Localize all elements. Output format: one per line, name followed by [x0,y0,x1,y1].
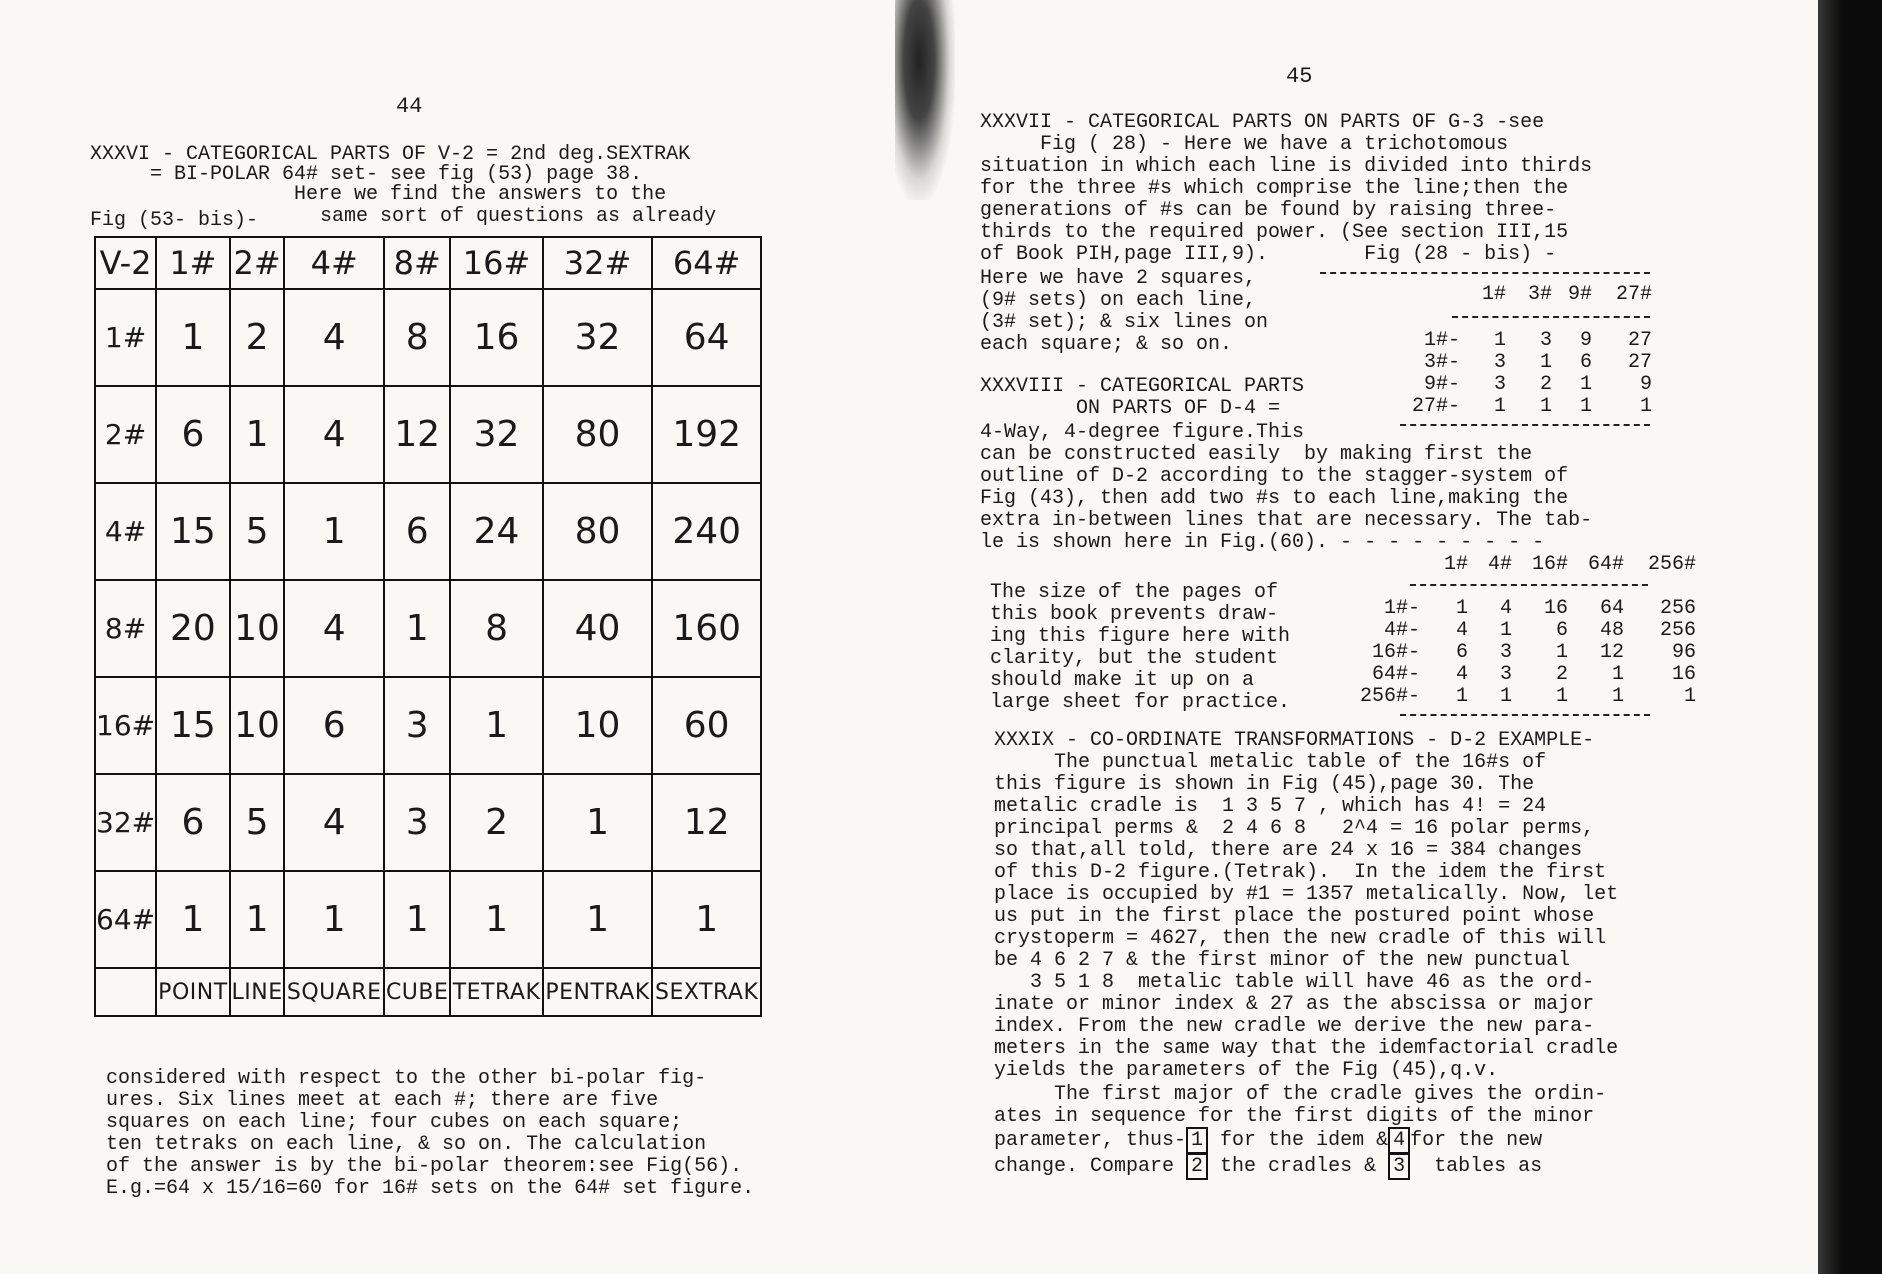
size-note-line: The size of the pages of [990,581,1279,604]
fig28-row [1390,396,1652,418]
grid-cell: 1 [230,386,285,483]
text-fragment: for the idem & [1208,1129,1389,1152]
grid-cell: 5 [230,483,285,580]
grid-cell: 1 [284,871,384,968]
sec39-last-line [994,1130,1542,1152]
sec39-line: us put in the first place the postured point whose [994,905,1595,928]
grid-header-cell: 16# [450,237,542,289]
fig60-cell: 1 [1555,641,1568,664]
boxed-number: 2 [1186,1153,1208,1180]
grid-cell: 160 [652,580,761,677]
sec38-line: 4-Way, 4-degree figure.This [980,421,1305,444]
grid-header-row [95,237,761,289]
fig60-cell: 3 [1499,663,1512,686]
fig60-header-cell: 256# [1647,553,1696,576]
text-fragment: change. Compare [994,1155,1187,1178]
grid-cell: 4 [284,289,384,386]
fig28-header-cell: 27# [1615,283,1652,306]
sec39-line: inate or minor index & 27 as the abscissa or major [994,993,1595,1016]
fig60-header-cell: 1# [1443,553,1468,576]
boxed-number: 4 [1388,1127,1410,1154]
sec38-line: outline of D-2 according to the stagger-system of [980,465,1569,488]
grid-cell: 6 [156,774,230,871]
sec39-line: this figure is shown in Fig (45),page 30. The [994,773,1535,796]
left-body-line: considered with respect to the other bi-polar fig- [106,1067,707,1090]
categorical-parts-grid [94,236,762,1017]
fig60-header-cell: 16# [1531,553,1568,576]
fig28-row [1390,374,1652,396]
fig28-header-cell: 9# [1567,283,1592,306]
fig60-cell: 3 [1499,641,1512,664]
fig60-table-body [1350,598,1696,708]
grid-header-cell: 2# [230,237,285,289]
grid-cell: 10 [543,677,653,774]
fig28-header-row [1390,284,1652,306]
text-fragment: parameter, thus- [994,1129,1187,1152]
fig60-cell: 1 [1499,685,1512,708]
sec39-line: index. From the new cradle we derive the new para- [994,1015,1595,1038]
fig60-row-label: 1#- [1383,597,1420,620]
grid-row [95,677,761,774]
grid-cell: 6 [284,677,384,774]
grid-header-cell: 64# [652,237,761,289]
sec39-line: so that,all told, there are 24 x 16 = 384 changes [994,839,1583,862]
sec39-line: ates in sequence for the first digits of the minor [994,1105,1595,1128]
fig28-row-label: 1#- [1423,329,1460,352]
fig60-row [1350,686,1696,708]
left-body-line: ten tetraks on each line, & so on. The calculation [106,1133,707,1156]
size-note-line: should make it up on a [990,669,1255,692]
grid-cell: 20 [156,580,230,677]
sec38-line: ON PARTS OF D-4 = [980,397,1281,420]
fig28-cell: 9 [1579,329,1592,352]
grid-cell: 12 [652,774,761,871]
right-intro-line: (3# set); & six lines on [980,311,1269,334]
fig28-cell: 1 [1539,351,1552,374]
fig60-cell: 256 [1659,597,1696,620]
fig28-row-label: 27#- [1411,395,1460,418]
fig28-cell: 1 [1493,329,1506,352]
text-fragment: for the new [1410,1129,1543,1152]
grid-cell: 80 [543,386,653,483]
grid-footer-cell: SEXTRAK [652,968,761,1016]
fig60-cell: 1 [1611,685,1624,708]
fig28-cell: 27 [1627,329,1652,352]
grid-footer-cell: PENTRAK [543,968,653,1016]
grid-cell: 1 [156,289,230,386]
grid-row [95,871,761,968]
grid-footer-cell: LINE [230,968,285,1016]
sec39-last-line [994,1156,1542,1178]
grid-header-cell: 32# [543,237,653,289]
boxed-number: 1 [1186,1127,1208,1154]
left-heading-line: = BI-POLAR 64# set- see fig (53) page 38. [90,163,643,186]
grid-row-label: 8# [95,580,156,677]
grid-cell: 12 [384,386,450,483]
sec38-line: can be constructed easily by making first the [980,443,1533,466]
binding-shadow [895,0,955,200]
sec39-line: of this D-2 figure.(Tetrak). In the idem the first [994,861,1607,884]
size-note-line: clarity, but the student [990,647,1279,670]
left-page-number: 44 [396,94,423,119]
sec39-line: 3 5 1 8 metalic table will have 46 as the ord- [994,971,1595,994]
sec38-line: Fig (43), then add two #s to each line,making the [980,487,1569,510]
grid-cell: 1 [543,871,653,968]
grid-cell: 1 [284,483,384,580]
sec38-line: extra in-between lines that are necessary. The tab- [980,509,1593,532]
grid-cell: 1 [384,580,450,677]
sec39-line: crystoperm = 4627, then the new cradle of this will [994,927,1607,950]
left-body-line: ures. Six lines meet at each #; there are five [106,1089,659,1112]
grid-cell: 1 [230,871,285,968]
grid-row [95,289,761,386]
fig60-cell: 1 [1611,663,1624,686]
grid-footer-cell: SQUARE [284,968,384,1016]
grid-cell: 240 [652,483,761,580]
fig60-cell: 4 [1455,663,1468,686]
grid-cell: 1 [652,871,761,968]
fig60-header-cell: 4# [1487,553,1512,576]
fig28-cell: 1 [1579,395,1592,418]
fig28-table [1390,284,1652,306]
fig60-header-cell: 64# [1587,553,1624,576]
grid-row-label: 64# [95,871,156,968]
grid-footer-corner [95,968,156,1016]
sec39-line: yields the parameters of the Fig (45),q.v. [994,1059,1499,1082]
sec38-line: XXXVIII - CATEGORICAL PARTS [980,375,1305,398]
grid-row [95,774,761,871]
grid-row-label: 32# [95,774,156,871]
grid-footer-row [95,968,761,1016]
fig28-row-label: 9#- [1423,373,1460,396]
fig60-cell: 96 [1671,641,1696,664]
fig60-cell: 4 [1455,619,1468,642]
grid-cell: 32 [543,289,653,386]
fig60-cell: 16 [1671,663,1696,686]
sec39-line: be 4 6 2 7 & the first minor of the new punctual [994,949,1571,972]
grid-cell: 6 [384,483,450,580]
fig60-cell: 64 [1599,597,1624,620]
grid-cell: 2 [450,774,542,871]
fig60-table [1350,554,1696,576]
right-intro-line: situation in which each line is divided into thirds [980,155,1593,178]
grid-cell: 10 [230,677,285,774]
grid-row [95,483,761,580]
fig60-cell: 6 [1455,641,1468,664]
fig60-cell: 256 [1659,619,1696,642]
right-intro-line: of Book PIH,page III,9). Fig (28 - bis) - [980,243,1557,266]
grid-cell: 3 [384,677,450,774]
left-body-line: squares on each line; four cubes on each square; [106,1111,683,1134]
grid-header-cell: 4# [284,237,384,289]
right-intro-line: Here we have 2 squares, [980,267,1257,290]
left-heading-tail: same sort of questions as already [320,205,717,228]
grid-cell: 32 [450,386,542,483]
grid-cell: 1 [450,677,542,774]
grid-corner-cell: V-2 [95,237,156,289]
grid-row [95,386,761,483]
grid-row-label: 1# [95,289,156,386]
fig28-cell: 3 [1493,351,1506,374]
sec39-line: The punctual metalic table of the 16#s of [994,751,1547,774]
sec39-line: metalic cradle is 1 3 5 7 , which has 4! = 24 [994,795,1547,818]
grid-cell: 60 [652,677,761,774]
fig60-cell: 1 [1499,619,1512,642]
table-rule [1410,584,1648,586]
fig60-cell: 1 [1455,597,1468,620]
fig28-header-cell: 3# [1527,283,1552,306]
fig60-cell: 6 [1555,619,1568,642]
grid-row-label: 4# [95,483,156,580]
grid-cell: 24 [450,483,542,580]
fig60-row-label: 4#- [1383,619,1420,642]
left-body-line: E.g.=64 x 15/16=60 for 16# sets on the 64# set figure. [106,1177,755,1200]
grid-cell: 4 [284,386,384,483]
fig60-row [1350,642,1696,664]
size-note-line: large sheet for practice. [990,691,1291,714]
fig28-row [1390,352,1652,374]
grid-cell: 4 [284,774,384,871]
fig60-cell: 1 [1555,685,1568,708]
fig28-row-label: 3#- [1423,351,1460,374]
grid-cell: 1 [156,871,230,968]
fig28-cell: 3 [1493,373,1506,396]
grid-cell: 8 [450,580,542,677]
fig28-row [1390,330,1652,352]
fig60-row [1350,598,1696,620]
fig60-row-label: 64#- [1371,663,1420,686]
right-intro-line: for the three #s which comprise the line;then the [980,177,1569,200]
fig28-cell: 3 [1539,329,1552,352]
grid-cell: 16 [450,289,542,386]
fig28-header-cell: 1# [1481,283,1506,306]
fig60-header-row [1350,554,1696,576]
fig60-cell: 1 [1455,685,1468,708]
fig60-row [1350,664,1696,686]
grid-header-cell: 8# [384,237,450,289]
grid-cell: 4 [284,580,384,677]
figure-label: Fig (53- bis)- [90,209,259,232]
fig60-cell: 1 [1683,685,1696,708]
left-heading-line: XXXVI - CATEGORICAL PARTS OF V-2 = 2nd deg.SEXTRAK [90,143,691,166]
text-fragment: tables as [1410,1155,1543,1178]
table-rule [1452,316,1650,318]
sec39-line: The first major of the cradle gives the ordin- [994,1083,1607,1106]
grid-footer-cell: POINT [156,968,230,1016]
grid-header-cell: 1# [156,237,230,289]
fig60-cell: 2 [1555,663,1568,686]
sec39-line: place is occupied by #1 = 1357 metalically. Now, let [994,883,1619,906]
sec38-line: le is shown here in Fig.(60). - - - - - - - - - [980,531,1545,554]
fig60-row-label: 16#- [1371,641,1420,664]
grid-row-label: 2# [95,386,156,483]
grid-cell: 1 [543,774,653,871]
grid-cell: 6 [156,386,230,483]
text-fragment: the cradles & [1208,1155,1389,1178]
fig28-cell: 1 [1493,395,1506,418]
grid-cell: 64 [652,289,761,386]
right-page-number: 45 [1286,64,1313,89]
grid-cell: 2 [230,289,285,386]
right-intro-line: thirds to the required power. (See section III,15 [980,221,1569,244]
table-rule [1400,424,1650,426]
fig28-cell: 2 [1539,373,1552,396]
grid-cell: 5 [230,774,285,871]
right-intro-line: Fig ( 28) - Here we have a trichotomous [980,133,1509,156]
table-rule [1320,272,1650,274]
grid-cell: 3 [384,774,450,871]
fig60-cell: 48 [1599,619,1624,642]
fig28-cell: 27 [1627,351,1652,374]
grid-cell: 1 [384,871,450,968]
grid-footer-cell: TETRAK [450,968,542,1016]
fig60-cell: 4 [1499,597,1512,620]
grid-cell: 15 [156,677,230,774]
grid-cell: 15 [156,483,230,580]
fig28-cell: 1 [1639,395,1652,418]
size-note-line: this book prevents draw- [990,603,1279,626]
sec39-line: principal perms & 2 4 6 8 2^4 = 16 polar perms, [994,817,1595,840]
fig60-row [1350,620,1696,642]
size-note-line: ing this figure here with [990,625,1291,648]
boxed-number: 3 [1388,1153,1410,1180]
right-intro-line: XXXVII - CATEGORICAL PARTS ON PARTS OF G-3 -see [980,111,1545,134]
right-intro-line: each square; & so on. [980,333,1233,356]
fig28-cell: 6 [1579,351,1592,374]
fig60-cell: 16 [1543,597,1568,620]
right-intro-line: (9# sets) on each line, [980,289,1257,312]
fig28-cell: 1 [1539,395,1552,418]
fig28-cell: 9 [1639,373,1652,396]
grid-cell: 192 [652,386,761,483]
grid-footer-cell: CUBE [384,968,450,1016]
grid-row [95,580,761,677]
right-intro-line: generations of #s can be found by raising three- [980,199,1557,222]
grid-cell: 8 [384,289,450,386]
fig28-cell: 1 [1579,373,1592,396]
left-heading-line: Here we find the answers to the [90,183,667,206]
grid-row-label: 16# [95,677,156,774]
sec39-line: XXXIX - CO-ORDINATE TRANSFORMATIONS - D-2 EXAMPLE- [994,729,1595,752]
grid-cell: 10 [230,580,285,677]
fig60-cell: 12 [1599,641,1624,664]
fig28-table-body [1390,330,1652,418]
table-rule [1400,714,1650,716]
page-edge-shadow [1818,0,1882,1274]
grid-cell: 1 [450,871,542,968]
sec39-line: meters in the same way that the idemfactorial cradle [994,1037,1619,1060]
fig60-row-label: 256#- [1359,685,1420,708]
grid-cell: 40 [543,580,653,677]
grid-cell: 80 [543,483,653,580]
left-body-line: of the answer is by the bi-polar theorem:see Fig(56). [106,1155,743,1178]
